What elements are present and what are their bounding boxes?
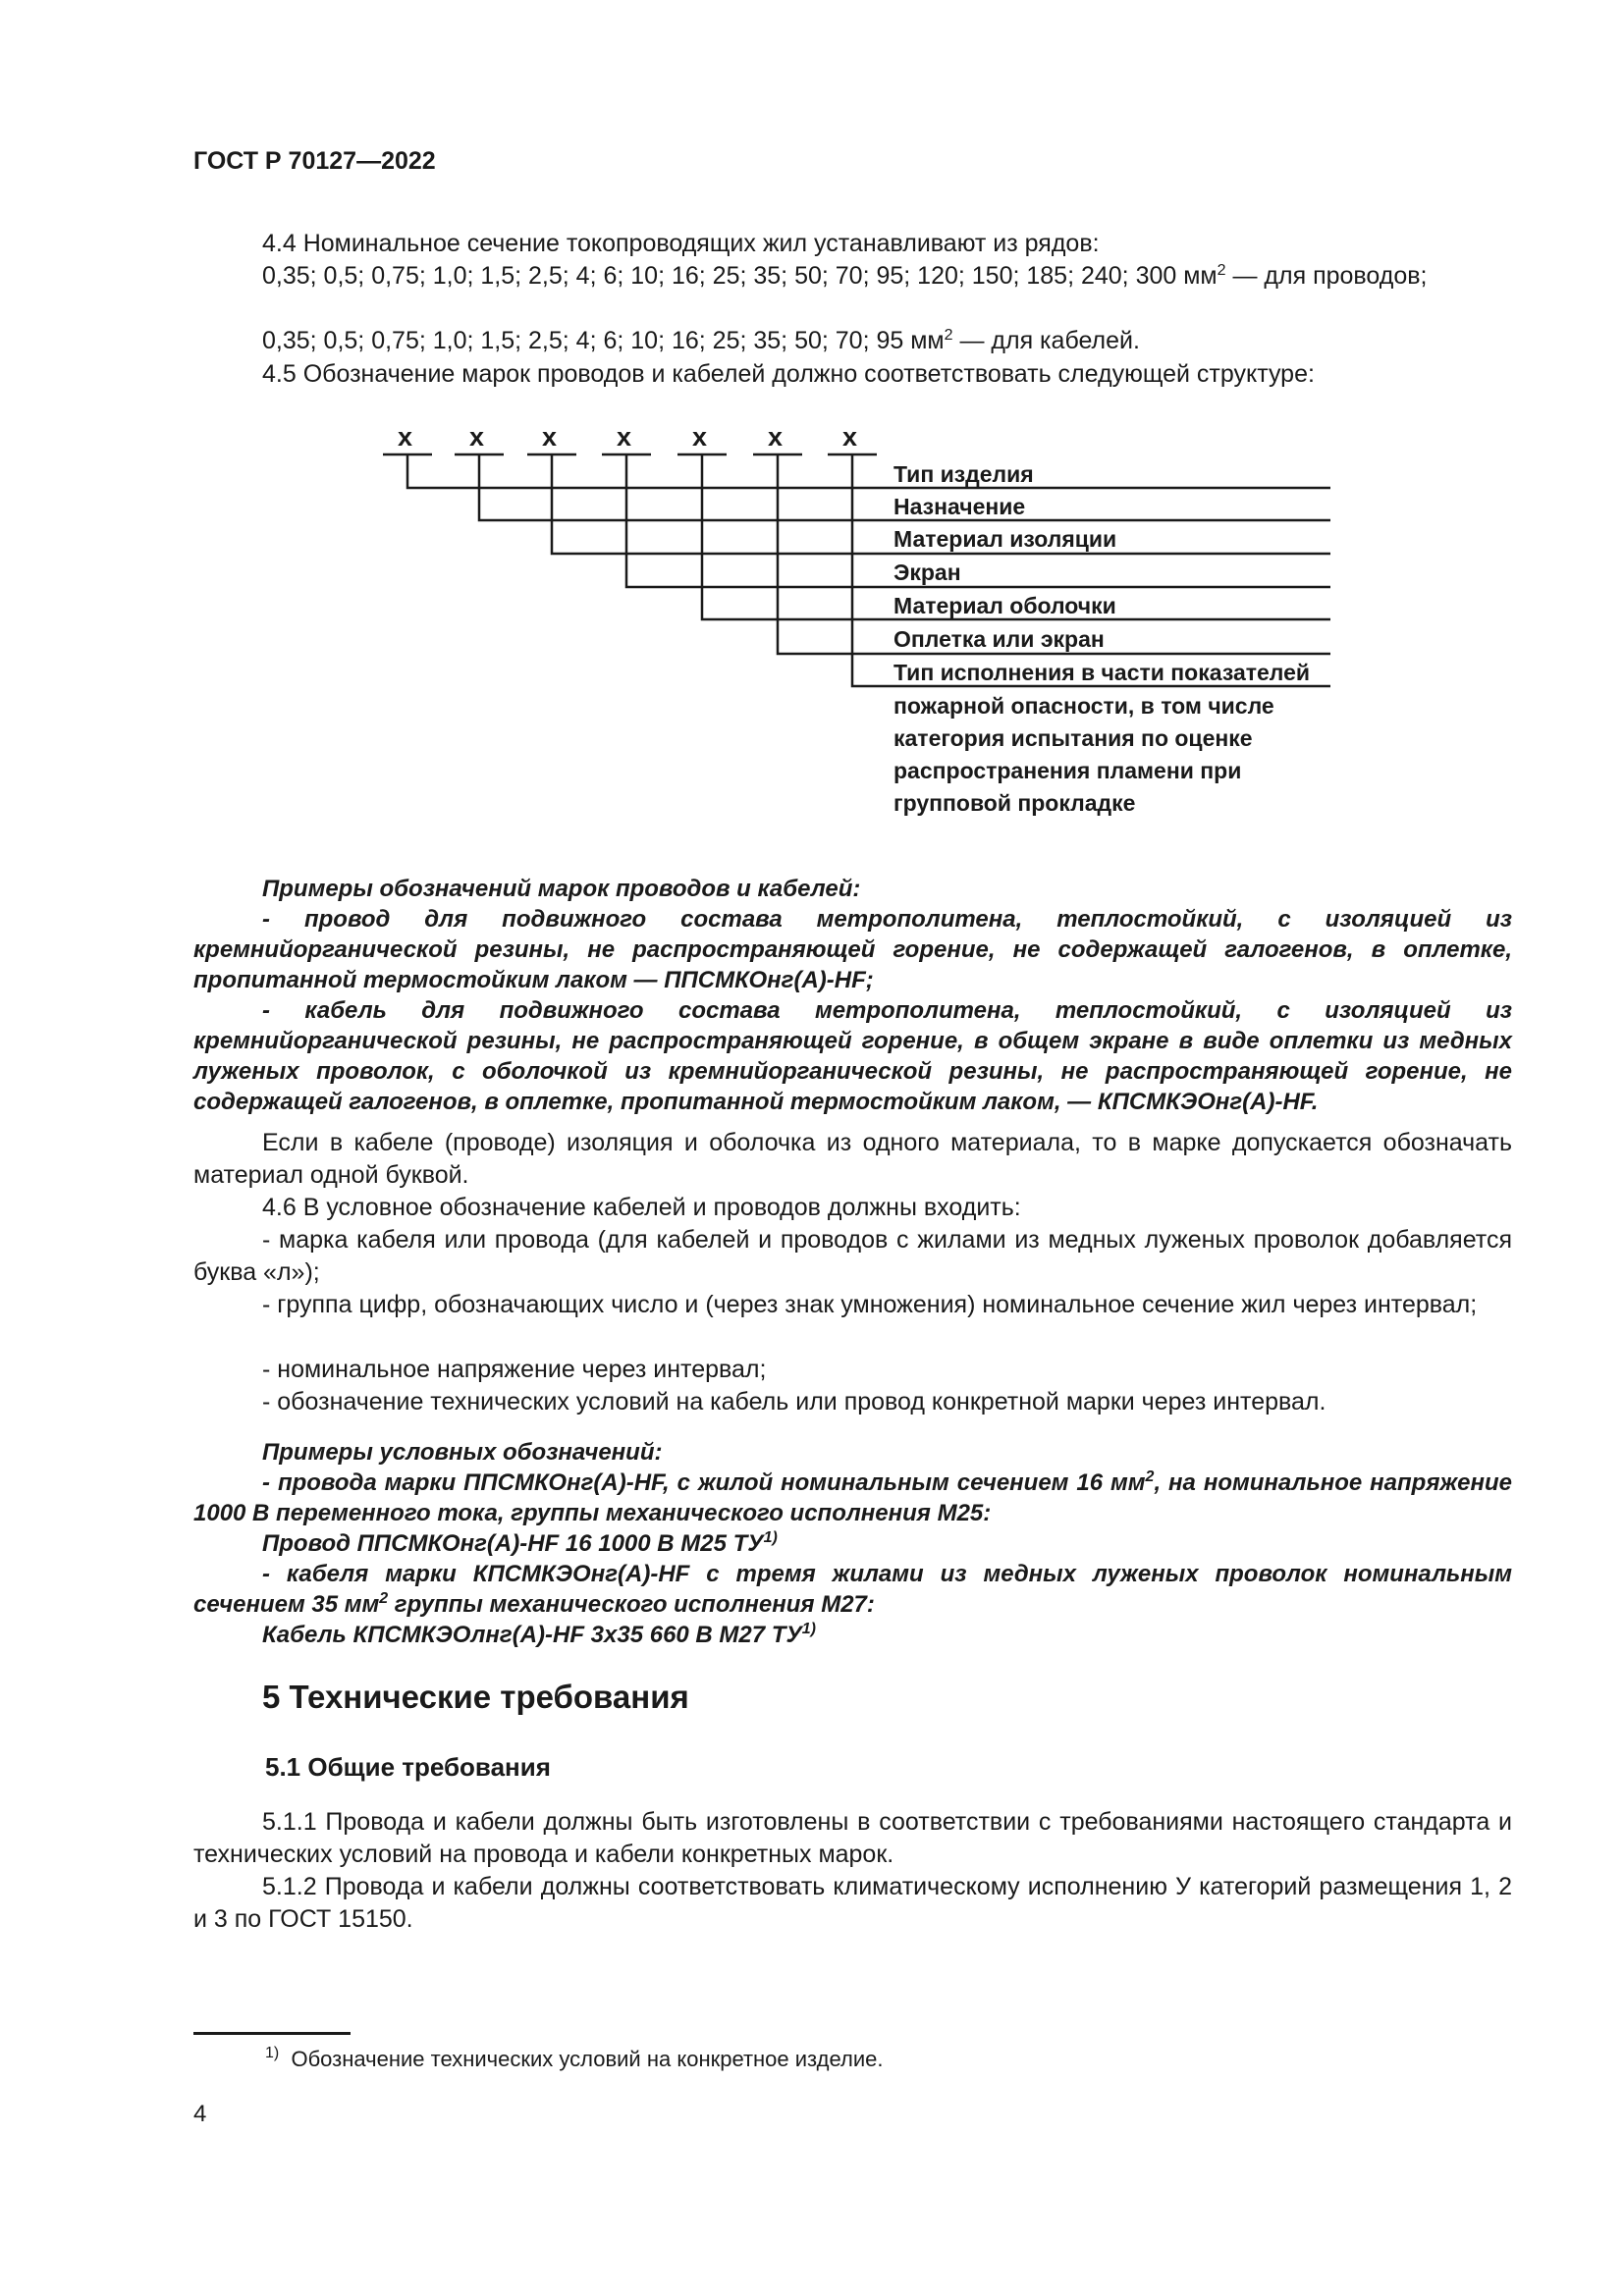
diagram-label-purpose: Назначение bbox=[893, 494, 1026, 519]
designation-example-cable: - кабеля марки КПСМКЭОнг(А)-HF с тремя жилами из медных луженых проволок номинальным сечением 35 $мм^2$ группы механического исполнения М27: bbox=[193, 1561, 1512, 1618]
diagram-x-mark: х bbox=[542, 422, 558, 452]
diagram-x-mark: х bbox=[617, 422, 632, 452]
designation-cable-code: Кабель КПСМКЭОлнг(А)-HF 3x35 660 В М27 ТУ$^{1)}$ bbox=[262, 1621, 816, 1648]
diagram-x-mark: х bbox=[842, 422, 858, 452]
diagram-label-fire-type-cont: пожарной опасности, в том числе bbox=[893, 693, 1274, 719]
section-5-heading: 5 Технические требования bbox=[262, 1679, 689, 1715]
examples-title: Примеры обозначений марок проводов и кабелей: bbox=[262, 876, 861, 902]
paragraph-same-material: Если в кабеле (проводе) изоляция и оболочка из одного материала, то в марке допускается обозначать материал одной буквой. bbox=[193, 1129, 1512, 1189]
paragraph-4-4-intro: 4.4 Номинальное сечение токопроводящих жил устанавливают из рядов: bbox=[262, 230, 1100, 257]
diagram-x-mark: х bbox=[469, 422, 485, 452]
list-item: - номинальное напряжение через интервал; bbox=[262, 1356, 767, 1383]
diagram-label-fire-type-cont: групповой прокладке bbox=[893, 790, 1136, 816]
paragraph-4-4-row2: 0,35; 0,5; 0,75; 1,0; 1,5; 2,5; 4; 6; 10; 16; 25; 35; 50; 70; 95 $мм^2$ — для кабелей. bbox=[262, 327, 1140, 354]
list-item: - марка кабеля или провода (для кабелей и проводов с жилами из медных луженых проволок добавляется буква «л»); bbox=[193, 1226, 1512, 1286]
paragraph-4-4-row1: 0,35; 0,5; 0,75; 1,0; 1,5; 2,5; 4; 6; 10; 16; 25; 35; 50; 70; 95; 120; 150; 185; 240; 300 $мм^2$ — для проводов; bbox=[262, 262, 1428, 290]
paragraph-5-1-1: 5.1.1 Провода и кабели должны быть изготовлены в соответствии с требованиями настоящего стандарта и технических условий на провода и кабели конкретных марок. bbox=[193, 1808, 1512, 1868]
subsection-5-1-heading: 5.1 Общие требования bbox=[265, 1752, 551, 1782]
paragraph-4-6-intro: 4.6 В условное обозначение кабелей и проводов должны входить: bbox=[262, 1194, 1021, 1221]
diagram-label-screen: Экран bbox=[893, 560, 961, 585]
example-cable: - кабель для подвижного состава метрополитена, теплостойкий, с изоляцией из кремнийорганической резины, не распространяющей горение, в общем экране в виде оплетки из медных луженых проволок, с оболочкой из кремнийорганической резины, не распространяющей горение, не содержащей галогенов, в оплетке, пропитанной термостойким лаком, — КПСМКЭОнг(А)-HF. bbox=[193, 997, 1512, 1115]
diagram-x-mark: х bbox=[398, 422, 413, 452]
diagram-label-braid: Оплетка или экран bbox=[893, 626, 1105, 652]
diagram-label-fire-type-cont: распространения пламени при bbox=[893, 758, 1242, 783]
paragraph-4-5: 4.5 Обозначение марок проводов и кабелей должно соответствовать следующей структуре: bbox=[262, 360, 1315, 388]
paragraph-5-1-2: 5.1.2 Провода и кабели должны соответствовать климатическому исполнению У категорий размещения 1, 2 и 3 по ГОСТ 15150. bbox=[193, 1873, 1512, 1933]
footnote: $^{1)}$ Обозначение технических условий на конкретное изделие. bbox=[265, 2045, 884, 2071]
list-item: - обозначение технических условий на кабель или провод конкретной марки через интервал. bbox=[262, 1388, 1326, 1415]
diagram-connector-lines bbox=[0, 0, 1624, 883]
diagram-label-product-type: Тип изделия bbox=[893, 461, 1034, 487]
diagram-label-fire-type: Тип исполнения в части показателей bbox=[893, 660, 1311, 685]
diagram-label-fire-type-cont: категория испытания по оценке bbox=[893, 725, 1253, 751]
diagram-label-sheath: Материал оболочки bbox=[893, 593, 1116, 618]
diagram-x-mark: х bbox=[768, 422, 784, 452]
designation-examples-title: Примеры условных обозначений: bbox=[262, 1439, 663, 1466]
page-number: 4 bbox=[193, 2101, 207, 2127]
example-wire: - провод для подвижного состава метрополитена, теплостойкий, с изоляцией из кремнийорганической резины, не распространяющей горение, не содержащей галогенов, в оплетке, пропитанной термостойким лаком — ППСМКОнг(А)-HF; bbox=[193, 906, 1512, 993]
diagram-label-insulation: Материал изоляции bbox=[893, 526, 1117, 552]
document-header: ГОСТ Р 70127—2022 bbox=[193, 147, 436, 175]
designation-wire-code: Провод ППСМКОнг(А)-HF 16 1000 В М25 ТУ$^{1)}$ bbox=[262, 1529, 778, 1557]
designation-example-wire: - провода марки ППСМКОнг(А)-HF, с жилой номинальным сечением 16 $мм^2$, на номинальное напряжение 1000 В переменного тока, группы механического исполнения М25: bbox=[193, 1468, 1512, 1526]
footnote-separator bbox=[193, 2032, 351, 2035]
list-item: - группа цифр, обозначающих число и (через знак умножения) номинальное сечение жил через интервал; bbox=[262, 1291, 1478, 1318]
diagram-x-mark: х bbox=[692, 422, 708, 452]
